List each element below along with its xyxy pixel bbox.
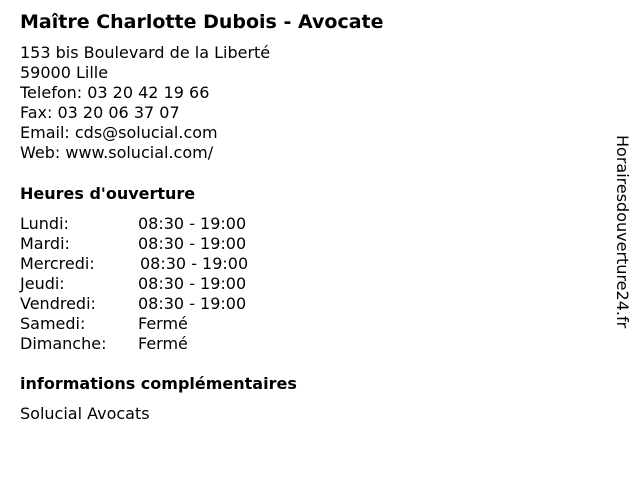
hours-time-value: 08:30 - 19:00 [138, 234, 247, 253]
hours-day-label: Samedi: [20, 314, 86, 333]
hours-day-label: Jeudi: [20, 274, 65, 293]
fax-number: Fax: 03 20 06 37 07 [20, 103, 180, 122]
page-title: Maître Charlotte Dubois - Avocate [20, 11, 384, 33]
hours-time-value: 08:30 - 19:00 [138, 294, 247, 313]
opening-hours-heading: Heures d'ouverture [20, 184, 196, 203]
hours-day-label: Dimanche: [20, 334, 107, 353]
email-address: Email: cds@solucial.com [20, 123, 218, 142]
site-brand-vertical: Horairesdouverture24.fr [613, 135, 632, 329]
hours-day-label: Vendredi: [20, 294, 96, 313]
contact-details [20, 43, 270, 163]
address-city: 59000 Lille [20, 63, 109, 82]
hours-day-label: Mardi: [20, 234, 70, 253]
hours-row-monday [20, 214, 280, 234]
opening-hours-table [20, 214, 280, 354]
hours-time-value: 08:30 - 19:00 [138, 214, 247, 233]
hours-time-value: Fermé [138, 334, 188, 353]
hours-time-value: 08:30 - 19:00 [138, 274, 247, 293]
hours-time-value: Fermé [138, 314, 188, 333]
website-address: Web: www.solucial.com/ [20, 143, 214, 162]
hours-row-tuesday [20, 234, 280, 254]
phone-number: Telefon: 03 20 42 19 66 [20, 83, 210, 102]
hours-time-value: 08:30 - 19:00 [140, 254, 249, 273]
hours-row-sunday [20, 334, 280, 354]
address-street: 153 bis Boulevard de la Liberté [20, 43, 271, 62]
hours-row-friday [20, 294, 280, 314]
additional-info-heading: informations complémentaires [20, 374, 297, 393]
hours-row-wednesday [20, 254, 280, 274]
hours-day-label: Lundi: [20, 214, 69, 233]
additional-info-text: Solucial Avocats [20, 404, 150, 423]
hours-row-thursday [20, 274, 280, 294]
hours-day-label: Mercredi: [20, 254, 95, 273]
hours-row-saturday [20, 314, 280, 334]
